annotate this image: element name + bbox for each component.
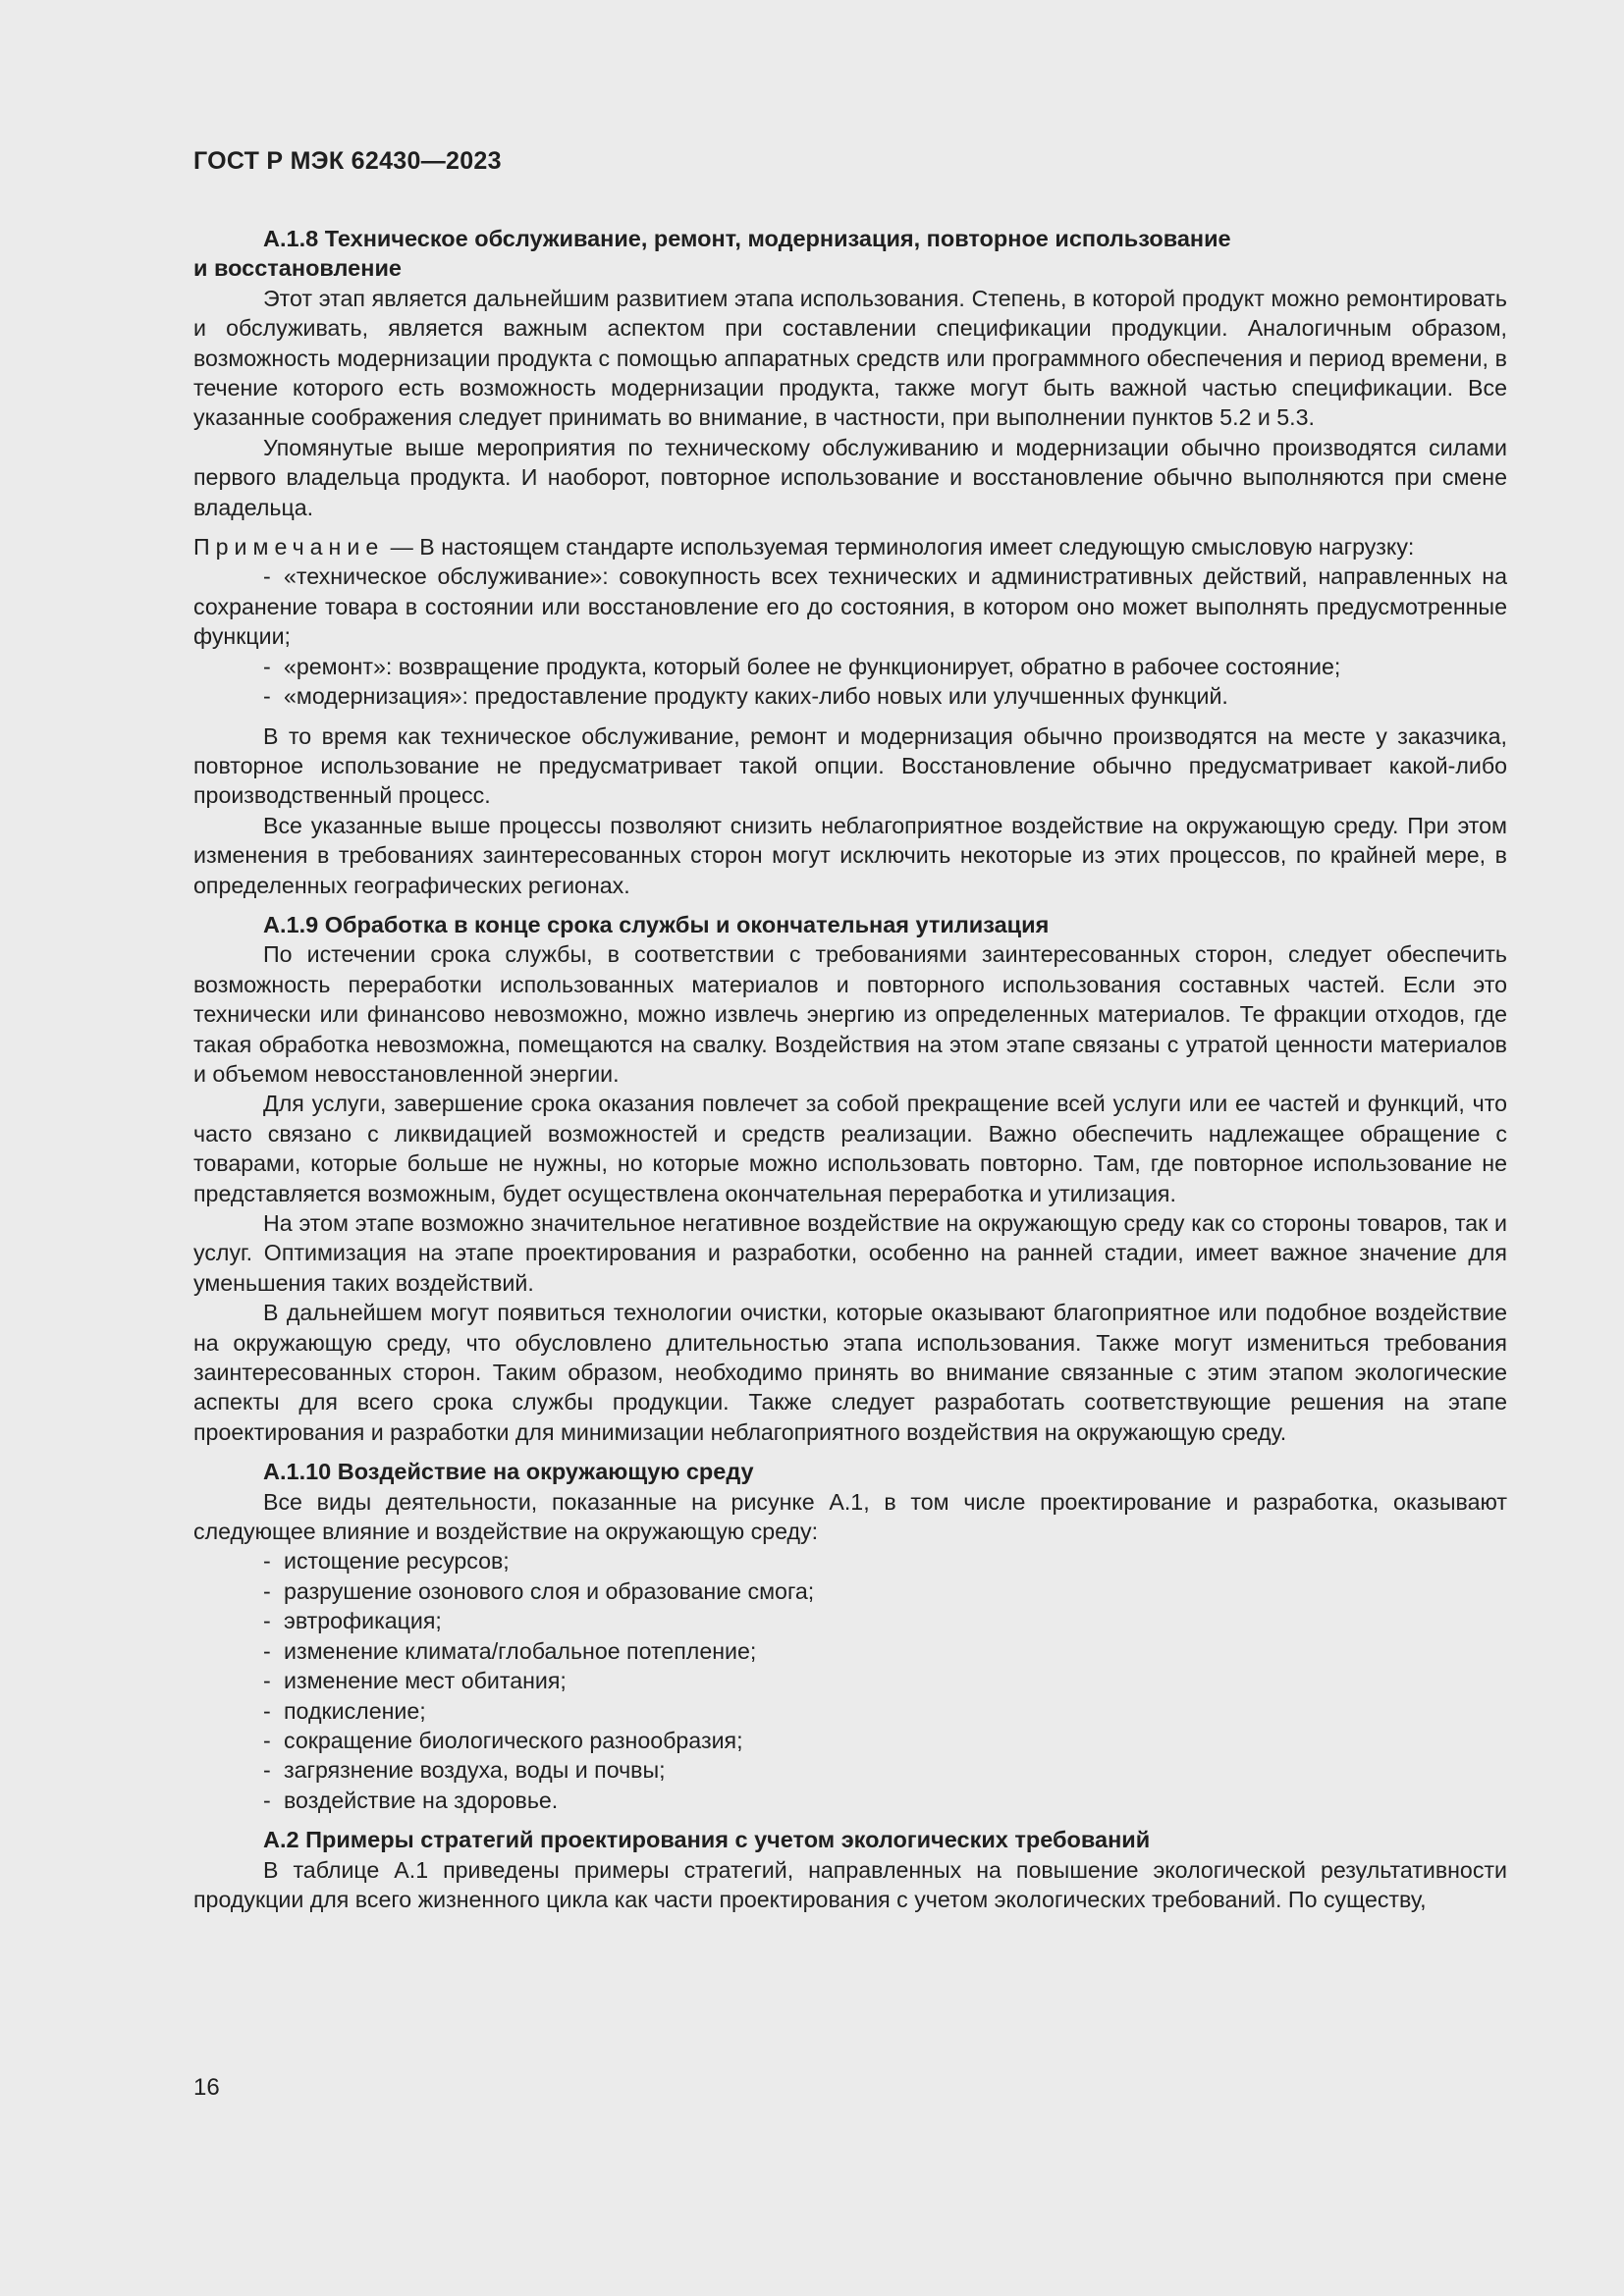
note-label: Примечание	[193, 534, 385, 561]
paragraph: Все указанные выше процессы позволяют снизить неблагоприятное воздействие на окружающую среду. При этом изменения в требованиях заинтересованных сторон могут исключить некоторые из этих процессов, по крайней мере, в определенных географических регионах.	[193, 812, 1507, 898]
heading-a18-cont: и восстановление	[193, 255, 402, 282]
list-item: - изменение климата/глобальное потепление;	[263, 1637, 757, 1664]
list-item: - истощение ресурсов;	[263, 1548, 510, 1575]
heading-a2: А.2 Примеры стратегий проектирования с учетом экологических требований	[263, 1827, 1151, 1853]
paragraph: В таблице А.1 приведены примеры стратегий, направленных на повышение экологической результативности продукции для всего жизненного цикла как части проектирования с учетом экологических требований. По существу,	[193, 1856, 1507, 1912]
page-number: 16	[193, 2074, 220, 2101]
list-item: - изменение мест обитания;	[263, 1668, 567, 1694]
paragraph: В то время как техническое обслуживание, ремонт и модернизация обычно производятся на месте у заказчика, повторное использование не предусматривает такой опции. Восстановление обычно предусматривает какой-либо производственный процесс.	[193, 722, 1507, 809]
note-text: — В настоящем стандарте используемая терминология имеет следующую смысловую нагрузку:	[384, 534, 1415, 561]
document-header: ГОСТ Р МЭК 62430—2023	[193, 147, 502, 175]
list-item: - «модернизация»: предоставление продукту каких-либо новых или улучшенных функций.	[263, 683, 1228, 710]
paragraph: Все виды деятельности, показанные на рисунке А.1, в том числе проектирование и разработка, оказывают следующее влияние и воздействие на окружающую среду:	[193, 1488, 1507, 1545]
list-item: - сокращение биологического разнообразия;	[263, 1727, 743, 1753]
paragraph: В дальнейшем могут появиться технологии очистки, которые оказывают благоприятное или подобное воздействие на окружающую среду, что обусловлено длительностью этапа использования. Также могут измениться требования заинтересованных сторон. Таким образом, необходимо принять во внимание связанные с этим этапом экологические аспекты для всего срока службы продукции. Также следует разработать соответствующие решения на этапе проектирования и разработки для минимизации неблагоприятного воздействия на окружающую среду.	[193, 1300, 1507, 1445]
heading-a18: А.1.8 Техническое обслуживание, ремонт, модернизация, повторное использование	[263, 226, 1231, 251]
heading-a19: А.1.9 Обработка в конце срока службы и окончательная утилизация	[263, 911, 1050, 937]
note	[193, 532, 1507, 561]
list-item: - «ремонт»: возвращение продукта, который более не функционирует, обратно в рабочее состояние;	[263, 653, 1341, 679]
list-item: - эвтрофикация;	[263, 1608, 442, 1634]
paragraph: На этом этапе возможно значительное негативное воздействие на окружающую среду как со стороны товаров, так и услуг. Оптимизация на этапе проектирования и разработки, особенно на ранней стадии, имеет важное значение для уменьшения таких воздействий.	[193, 1210, 1507, 1296]
list-item: - подкисление;	[263, 1697, 426, 1724]
paragraph: Этот этап является дальнейшим развитием этапа использования. Степень, в которой продукт можно ремонтировать и обслуживать, является важным аспектом при составлении спецификации продукции. Аналогичным образом, возможность модернизации продукта с помощью аппаратных средств или программного обеспечения и период времени, в течение которого есть возможность модернизации продукта, также могут быть важной частью спецификации. Все указанные соображения следует принимать во внимание, в частности, при выполнении пунктов 5.2 и 5.3.	[193, 285, 1507, 431]
paragraph: По истечении срока службы, в соответствии с требованиями заинтересованных сторон, следует обеспечить возможность переработки использованных материалов и повторного использования составных частей. Если это технически или финансово невозможно, можно извлечь энергию из определенных материалов. Те фракции отходов, где такая обработка невозможна, помещаются на свалку. Воздействия на этом этапе связаны с утратой ценности материалов и объемом невосстановленной энергии.	[193, 941, 1507, 1087]
list-item: - воздействие на здоровье.	[263, 1787, 559, 1813]
document-body	[193, 224, 1507, 1914]
list-item: - «техническое обслуживание»: совокупность всех технических и административных действий, направленных на сохранение товара в состоянии или восстановление его до состояния, в котором оно может выполнять предусмотренные функции;	[193, 563, 1507, 650]
paragraph: Для услуги, завершение срока оказания повлечет за собой прекращение всей услуги или ее частей и функций, что часто связано с ликвидацией возможностей и средств реализации. Важно обеспечить надлежащее обращение с товарами, которые больше не нужны, но которые можно использовать повторно. Там, где повторное использование не представляется возможным, будет осуществлена окончательная переработка и утилизация.	[193, 1091, 1507, 1206]
heading-a110: А.1.10 Воздействие на окружающую среду	[263, 1459, 754, 1485]
paragraph: Упомянутые выше мероприятия по техническому обслуживанию и модернизации обычно производятся силами первого владельца продукта. И наоборот, повторное использование и восстановление обычно выполняются при смене владельца.	[193, 434, 1507, 520]
list-item: - разрушение озонового слоя и образование смога;	[263, 1577, 815, 1604]
list-item: - загрязнение воздуха, воды и почвы;	[263, 1757, 666, 1784]
